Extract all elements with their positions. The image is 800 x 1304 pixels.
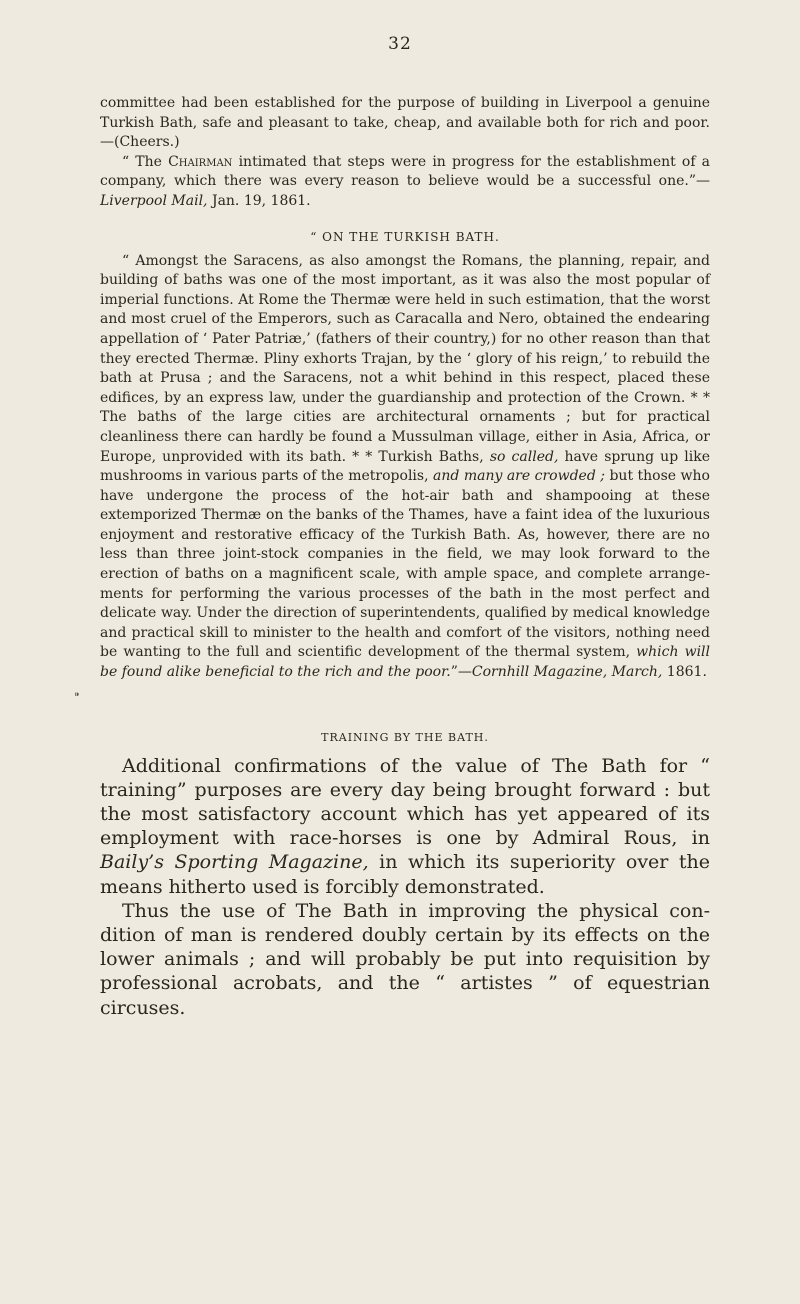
quote-text-e: but those who have undergone the process of the hot-air bath and shampooing at these extemporized Thermæ on the banks of the Thames, have a faint idea of the luxurious enjoyment and restorative efficacy of the Turkish Bath. As, however, there are no less than three joint-stock companies in the field, we may look forward to the erection of baths on a magnificent scale, with ample space, and complete arrange- ments for performing the various processes of the bath in the most perfect and delicate way. Under the direction of superintendents, qualified by medical knowledge and practical skill to minister to the health and comfort of the visitors, nothing need be wanting to the full and scientific development of the thermal system, (100, 468, 710, 661)
source-cornhill: Cornhill Magazine, March, (471, 664, 663, 681)
chairman-statement: intimated that steps were in progress for the establishment of a company, which there was every reason to believe would be a successful one.”— (100, 153, 710, 190)
training-text-b: in which its superiority over the means hitherto used is forcibly demonstrated. (100, 851, 710, 898)
intro-paragraph-1: committee had been established for the purpose of building in Liverpool a genuine Turkish Bath, safe and pleasant to take, cheap, and available both for rich and poor.—(Cheers.) (100, 95, 710, 151)
training-paragraph-1 (100, 754, 710, 899)
page-body (100, 94, 710, 1020)
source-date: Jan. 19, 1861. (207, 192, 311, 209)
source-cornhill-date: 1861. (662, 664, 707, 681)
source-liverpool-mail: Liverpool Mail, (100, 192, 208, 209)
training-paragraph-2: Thus the use of The Bath in improving the physical con- dition of man is rendered doubly certain by its effects on the lower animals ; and will probably be put into requisition by professional acrobats, and the “ artistes ” of equestrian circuses. (100, 899, 710, 1019)
margin-mark: ⁍ (74, 688, 80, 702)
chairman-label: Chairman (168, 153, 233, 170)
quote-text-a: “ Amongst the Saracens, as also amongst the Romans, the planning, repair, and building of baths was one of the most important, as it was also the most popular of imperial functions. At Rome the Thermæ were held in such estimation, that the worst and most cruel of the Emperors, such as Caracalla and Nero, obtained the endearing appellation of ‘ Pater Patriæ,’ (fathers of their country,) for no other reason than that they erected Thermæ. Pliny exhorts Trajan, by the ‘ glory of his reign,’ to rebuild the bath at Prusa ; and the Saracens, not a whit behind in this respect, placed these edifices, by an express law, under the guardianship and protection of the Crown. * * The baths of the large cities are architectural ornaments ; but for practical cleanliness there can hardly be found a Mussulman village, either in Asia, Africa, or Europe, unprovided with its bath. * * Turkish Baths, (100, 252, 710, 465)
section-heading-training: TRAINING BY THE BATH. (321, 730, 489, 744)
quote-text-d: and many are crowded ; (433, 468, 605, 485)
quote-text-c: have sprung up like mushrooms in various parts of the metropolis, (100, 448, 711, 485)
section-heading-turkish-bath: “ ON THE TURKISH BATH. (310, 229, 500, 244)
training-text-a: Additional confirmations of the value of The Bath for “ training” purposes are every day being brought forward : but the most satisfactory account which has yet appeared of its employment with race-horses is one by Admiral Rous, in (100, 754, 710, 850)
turkish-bath-quote (100, 252, 710, 683)
quote-text-b: so called, (489, 448, 559, 465)
source-bailys: Baily’s Sporting Magazine, (100, 851, 369, 874)
page-number: 32 (388, 34, 412, 54)
quote-text-g: ”— (450, 664, 472, 681)
quote-text-f: which will be found alike beneficial to the rich and the poor. (100, 644, 711, 681)
quote-open: “ The (122, 153, 169, 170)
intro-paragraph-2 (100, 153, 710, 212)
